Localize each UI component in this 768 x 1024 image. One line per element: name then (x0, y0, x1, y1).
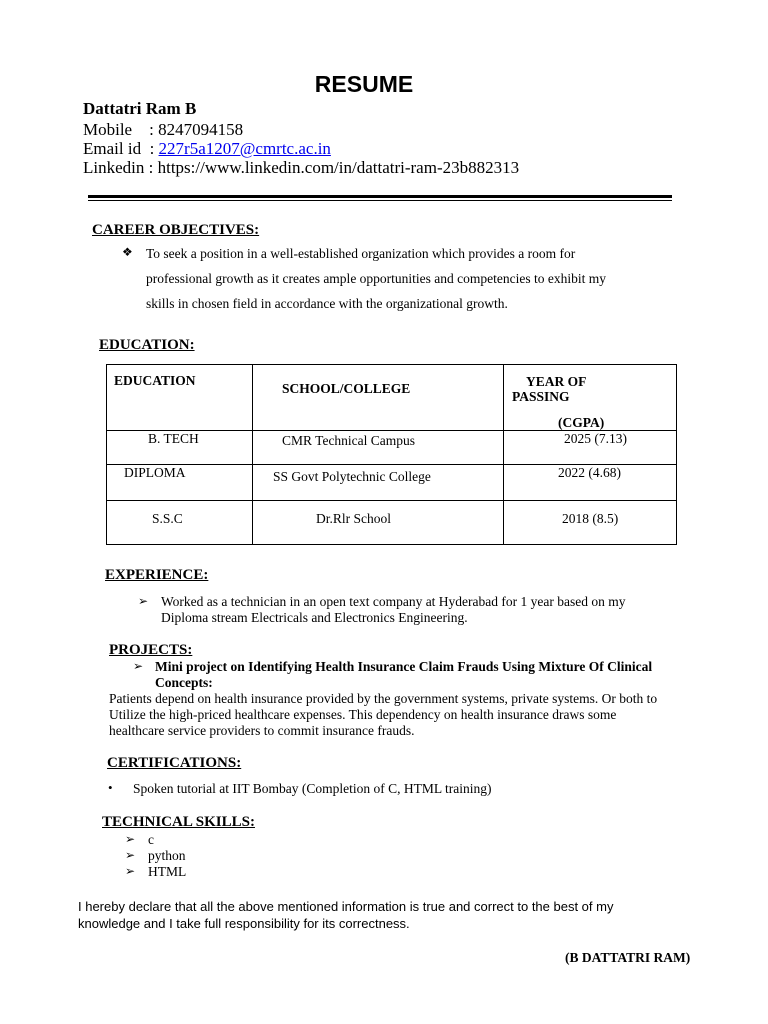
project-description: healthcare service providers to commit insurance frauds. (109, 723, 415, 738)
experience-line: Worked as a technician in an open text company at Hyderabad for 1 year based on my (161, 594, 626, 609)
linkedin-url: https://www.linkedin.com/in/dattatri-ram-23b882313 (157, 158, 520, 177)
table-cell: DIPLOMA (124, 465, 186, 480)
dot-bullet-icon: • (108, 780, 113, 795)
experience-line: Diploma stream Electricals and Electronics Engineering. (161, 610, 468, 625)
career-line: skills in chosen field in accordance with the organizational growth. (146, 296, 508, 311)
declaration-text: I hereby declare that all the above mentioned information is true and correct to the best of my (78, 899, 614, 914)
column-header: (CGPA) (558, 415, 605, 430)
career-heading: CAREER OBJECTIVES: (92, 222, 260, 238)
linkedin-label: Linkedin : (83, 158, 158, 177)
column-header: SCHOOL/COLLEGE (282, 381, 411, 396)
mobile-label: Mobile : (83, 120, 159, 139)
email-line (83, 139, 331, 159)
skills-heading: TECHNICAL SKILLS: (102, 814, 255, 830)
table-cell: CMR Technical Campus (282, 433, 416, 448)
table-row (107, 465, 677, 501)
education-table (106, 364, 677, 545)
skill-item: python (148, 848, 186, 863)
certifications-heading: CERTIFICATIONS: (107, 755, 242, 771)
declaration-text: knowledge and I take full responsibility for its correctness. (78, 916, 410, 931)
column-header: EDUCATION (114, 373, 196, 388)
table-row (107, 501, 677, 545)
projects-heading: PROJECTS: (109, 642, 193, 658)
table-header-row (107, 365, 677, 431)
table-cell: S.S.C (152, 511, 183, 526)
table-cell: 2025 (7.13) (564, 431, 627, 446)
arrow-bullet-icon: ➢ (125, 864, 136, 878)
header-divider-thin (88, 200, 672, 201)
table-cell: B. TECH (148, 431, 199, 446)
career-line: To seek a position in a well-established organization which provides a room for (146, 246, 576, 261)
mobile-number: 8247094158 (158, 120, 244, 139)
signature: (B DATTATRI RAM) (565, 950, 691, 965)
table-cell: SS Govt Polytechnic College (273, 469, 431, 484)
career-line: professional growth as it creates ample opportunities and competencies to exhibit my (146, 271, 607, 286)
skill-item: HTML (148, 864, 187, 879)
candidate-name: Dattatri Ram B (83, 99, 197, 118)
project-description: Patients depend on health insurance provided by the government systems, private systems. Or both to (109, 691, 658, 706)
arrow-bullet-icon: ➢ (133, 659, 144, 673)
mobile-line (83, 120, 243, 140)
arrow-bullet-icon: ➢ (125, 832, 136, 846)
email-link[interactable]: 227r5a1207@cmrtc.ac.in (158, 139, 331, 158)
education-heading: EDUCATION: (99, 337, 195, 353)
table-cell: 2018 (8.5) (562, 511, 619, 526)
linkedin-line (83, 158, 519, 178)
project-title: Concepts: (155, 675, 213, 690)
column-header: YEAR OF (526, 374, 587, 389)
skill-item: c (148, 832, 154, 847)
column-header: PASSING (512, 389, 570, 404)
experience-heading: EXPERIENCE: (105, 567, 209, 583)
arrow-bullet-icon: ➢ (125, 848, 136, 862)
header-divider (88, 195, 672, 198)
table-cell: 2022 (4.68) (558, 465, 621, 480)
project-title: Mini project on Identifying Health Insurance Claim Frauds Using Mixture Of Clinical (155, 659, 653, 674)
diamond-bullet-icon: ❖ (122, 245, 133, 259)
table-cell: Dr.Rlr School (316, 511, 392, 526)
email-label: Email id : (83, 139, 159, 158)
certification-item: Spoken tutorial at IIT Bombay (Completion of C, HTML training) (133, 781, 492, 796)
resume-title: RESUME (314, 71, 414, 97)
table-row (107, 431, 677, 465)
project-description: Utilize the high-priced healthcare expenses. This dependency on health insurance draws some (109, 707, 617, 722)
arrow-bullet-icon: ➢ (138, 594, 149, 608)
